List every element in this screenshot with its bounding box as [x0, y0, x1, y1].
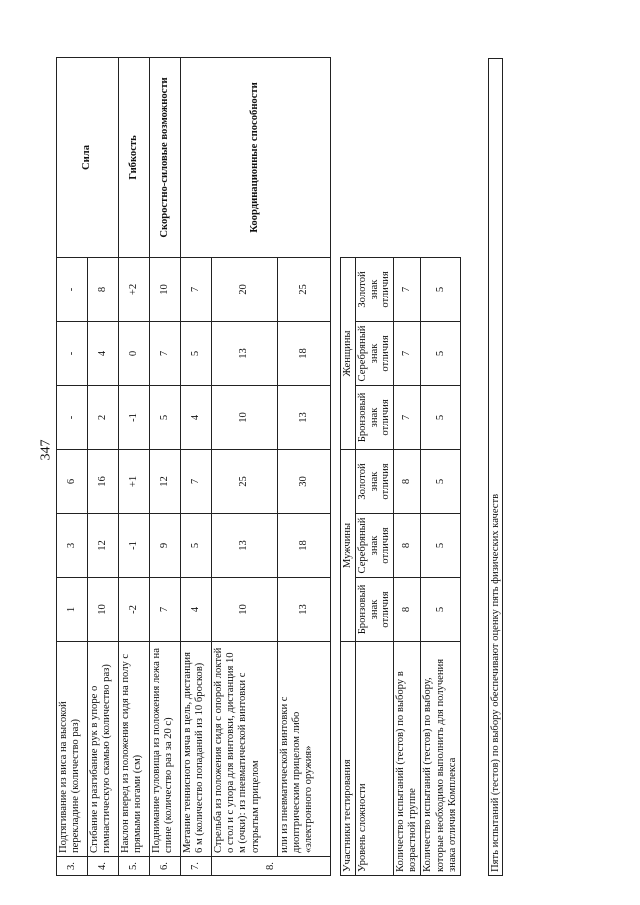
- value-cell: 10: [150, 258, 181, 322]
- value-cell: -1: [119, 386, 150, 450]
- value-cell: 5: [181, 514, 212, 578]
- row-number: 6.: [150, 857, 181, 876]
- row-number: 3.: [57, 857, 88, 876]
- value-cell: 25: [212, 450, 278, 514]
- value-cell: 1: [57, 578, 88, 642]
- test-name: Сгибание и разгибание рук в упоре о гимнастическую скамью (количество раз): [88, 642, 119, 857]
- value-cell: 25: [278, 258, 331, 322]
- value-cell: 7: [181, 450, 212, 514]
- value-cell: 4: [181, 578, 212, 642]
- value-cell: 4: [88, 322, 119, 386]
- value-cell: -: [57, 386, 88, 450]
- value-cell: 5: [421, 449, 461, 513]
- value-cell: 5: [421, 257, 461, 321]
- value-cell: 13: [278, 578, 331, 642]
- summary-table: [340, 57, 461, 876]
- value-cell: 7: [394, 385, 421, 449]
- page-number: 347: [38, 439, 54, 461]
- value-cell: 5: [421, 321, 461, 385]
- value-cell: 0: [119, 322, 150, 386]
- medal-header: Золотой знак отличия: [356, 257, 394, 321]
- value-cell: -: [57, 258, 88, 322]
- value-cell: 9: [150, 514, 181, 578]
- value-cell: 10: [212, 386, 278, 450]
- value-cell: 3: [57, 514, 88, 578]
- value-cell: 13: [212, 322, 278, 386]
- row-number: 4.: [88, 857, 119, 876]
- norms-table: [56, 57, 331, 876]
- value-cell: 7: [150, 578, 181, 642]
- participants-label: Участники тестирования: [341, 642, 356, 876]
- test-name: Метание теннисного мяча в цель, дистанция 6 м (количество попаданий из 10 бросков): [181, 642, 212, 857]
- medal-header: Серебряный знак отличия: [356, 514, 394, 578]
- men-header: Мужчины: [341, 449, 356, 641]
- value-cell: +1: [119, 450, 150, 514]
- value-cell: 7: [394, 321, 421, 385]
- row-number: 7.: [181, 857, 212, 876]
- value-cell: 5: [421, 578, 461, 642]
- value-cell: -: [57, 322, 88, 386]
- value-cell: 16: [88, 450, 119, 514]
- value-cell: 8: [394, 514, 421, 578]
- blank-area: [341, 57, 461, 257]
- value-cell: 2: [88, 386, 119, 450]
- value-cell: 5: [421, 514, 461, 578]
- value-cell: 7: [150, 322, 181, 386]
- value-cell: 8: [88, 258, 119, 322]
- table-row: [150, 58, 181, 876]
- value-cell: 13: [212, 514, 278, 578]
- value-cell: -1: [119, 514, 150, 578]
- value-cell: 30: [278, 450, 331, 514]
- value-cell: 12: [150, 450, 181, 514]
- value-cell: 18: [278, 322, 331, 386]
- medal-header: Золотой знак отличия: [356, 449, 394, 513]
- table-row: [341, 57, 356, 875]
- value-cell: 4: [181, 386, 212, 450]
- test-name: Наклон вперед из положения сидя на полу с прямыми ногами (см): [119, 642, 150, 857]
- value-cell: -2: [119, 578, 150, 642]
- summary-row-label: Количество испытаний (тестов) по выбору, которые необходимо выполнить для получения знака отличия Комплекса: [421, 642, 461, 876]
- value-cell: 8: [394, 449, 421, 513]
- value-cell: 7: [394, 257, 421, 321]
- value-cell: 20: [212, 258, 278, 322]
- row-number: 5.: [119, 857, 150, 876]
- quality-category: Гибкость: [119, 58, 150, 258]
- table-row: [57, 58, 88, 876]
- quality-category: Скоростно-силовые возможности: [150, 58, 181, 258]
- quality-category: Сила: [57, 58, 119, 258]
- row-number: 8.: [212, 857, 331, 876]
- medal-header: Бронзовый знак отличия: [356, 385, 394, 449]
- table-row: [181, 58, 212, 876]
- difficulty-label: Уровень сложности: [356, 642, 394, 876]
- value-cell: 12: [88, 514, 119, 578]
- value-cell: 5: [181, 322, 212, 386]
- test-name: Поднимание туловища из положения лежа на спине (количество раз за 20 с): [150, 642, 181, 857]
- table-row: [119, 58, 150, 876]
- value-cell: 8: [394, 578, 421, 642]
- value-cell: 10: [88, 578, 119, 642]
- test-name: Подтягивание из виса на высокой перекладине (количество раз): [57, 642, 88, 857]
- test-name: или из пневматической винтовки с диоптрическим прицелом либо «электронного оружия»: [278, 642, 331, 857]
- value-cell: 7: [181, 258, 212, 322]
- value-cell: 18: [278, 514, 331, 578]
- footnote: Пять испытаний (тестов) по выбору обеспечивают оценку пять физических качеств: [488, 58, 503, 876]
- value-cell: 5: [150, 386, 181, 450]
- value-cell: 5: [421, 385, 461, 449]
- quality-category: Координационные способности: [181, 58, 331, 258]
- medal-header: Серебряный знак отличия: [356, 321, 394, 385]
- value-cell: 10: [212, 578, 278, 642]
- women-header: Женщины: [341, 257, 356, 449]
- value-cell: 13: [278, 386, 331, 450]
- medal-header: Бронзовый знак отличия: [356, 578, 394, 642]
- summary-row-label: Количество испытаний (тестов) по выбору в возрастной группе: [394, 642, 421, 876]
- value-cell: 6: [57, 450, 88, 514]
- test-name: Стрельба из положения сидя с опорой локтей о стол и с упора для винтовки, дистанция 10 м (очки): из пневматической винтовки с открытым прицелом: [212, 642, 278, 857]
- rotated-page-content: [56, 58, 506, 876]
- value-cell: +2: [119, 258, 150, 322]
